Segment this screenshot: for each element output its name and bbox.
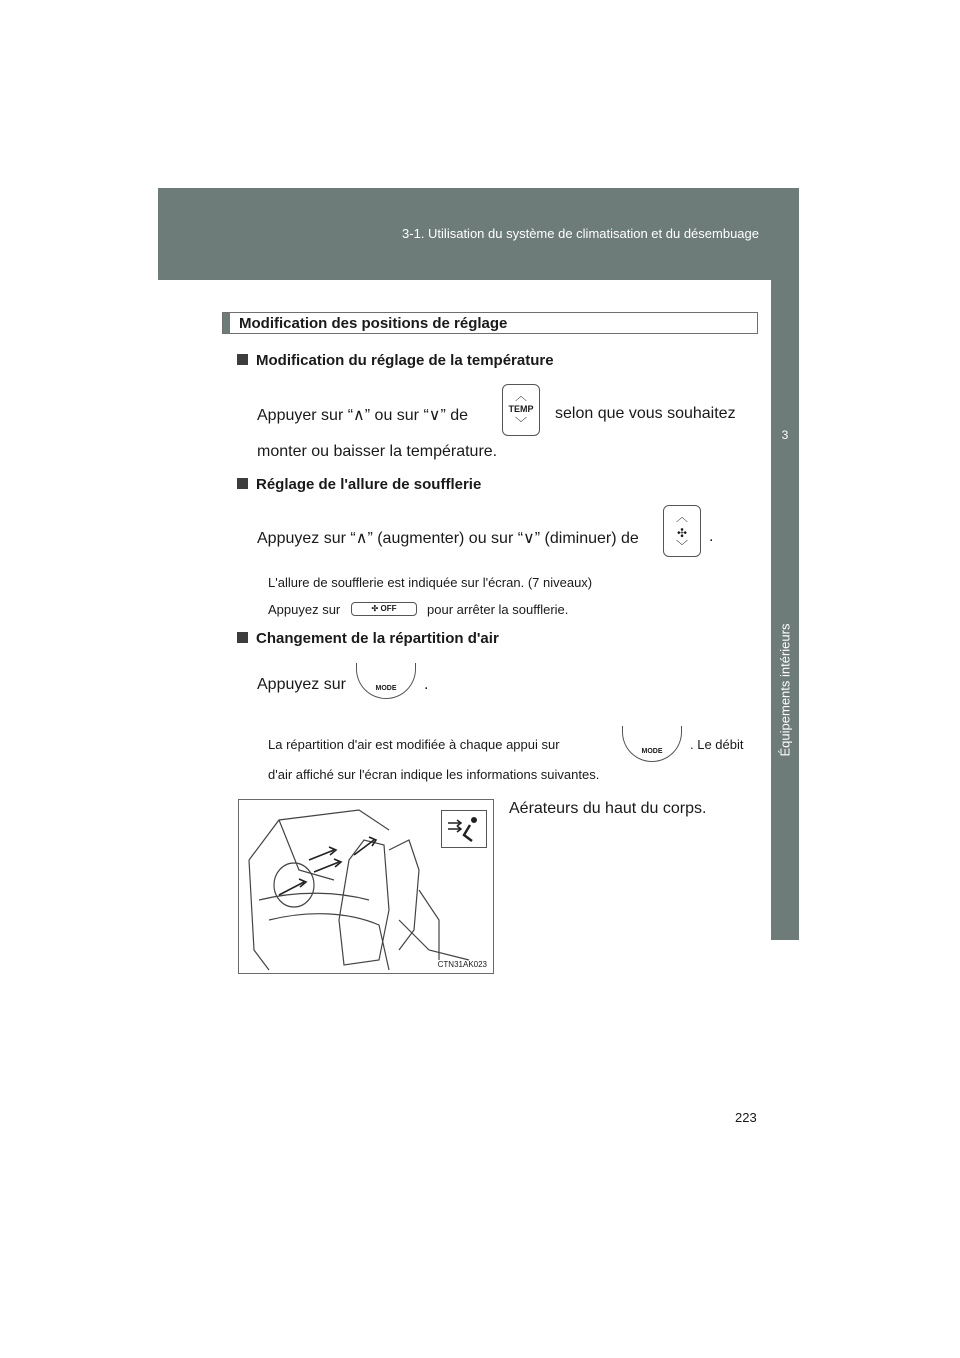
off-label: OFF [380, 604, 397, 613]
fan-icon: ✣ [676, 526, 688, 540]
mode-subheading: Changement de la répartition d'air [237, 630, 499, 647]
mode-note-line2: d'air affiché sur l'écran indique les informations suivantes. [268, 767, 600, 782]
temp-button-icon [502, 384, 540, 436]
up-symbol: ∧ [353, 407, 365, 424]
airflow-face-mode-icon [441, 810, 487, 848]
airflow-illustration [238, 799, 494, 974]
fan-icon: ✣ [371, 604, 379, 613]
mode-note-line1-b: . Le débit [690, 737, 744, 752]
chapter-side-tab [771, 280, 799, 940]
mode-button-icon [356, 663, 416, 699]
chapter-section-title: 3-1. Utilisation du système de climatisation et du désembuage [402, 226, 759, 241]
chapter-label: Équipements intérieurs [777, 623, 793, 757]
chevron-up-icon: ︿ [514, 389, 527, 403]
fan-note-off-b: pour arrêter la soufflerie. [427, 602, 569, 617]
square-bullet-icon [237, 354, 248, 365]
square-bullet-icon [237, 478, 248, 489]
chapter-number: 3 [781, 428, 789, 442]
mode-instruction: Appuyez sur [257, 676, 346, 693]
figure-caption: Aérateurs du haut du corps. [509, 800, 707, 817]
down-symbol: ∨ [428, 407, 441, 424]
fan-subheading: Réglage de l'allure de soufflerie [237, 476, 481, 493]
figure-code: CTN31AK023 [437, 960, 487, 969]
mode-button-label: MODE [641, 748, 663, 755]
square-bullet-icon [237, 632, 248, 643]
mode-button-label: MODE [375, 685, 397, 692]
fan-instruction-end: . [709, 528, 714, 545]
mode-note-line1-a: La répartition d'air est modifiée à chaque appui sur [268, 737, 560, 752]
temperature-instruction-line1-end: selon que vous souhaitez [555, 405, 736, 422]
chevron-down-icon: ﹀ [514, 416, 527, 430]
fan-button-icon [663, 505, 701, 557]
fan-note-off-a: Appuyez sur [268, 602, 341, 617]
chevron-up-icon: ︿ [675, 510, 688, 524]
page-number: 223 [735, 1110, 757, 1125]
section-heading-box [222, 312, 758, 334]
heading-accent-bar [223, 313, 230, 333]
fan-instruction: Appuyez sur “∧” (augmenter) ou sur “∨” (diminuer) de [257, 530, 639, 547]
section-heading: Modification des positions de réglage [239, 314, 508, 332]
header-band [158, 188, 799, 280]
fan-off-button-icon [351, 602, 417, 616]
temperature-subheading: Modification du réglage de la température [237, 352, 554, 369]
temperature-instruction-line1: Appuyer sur “∧” ou sur “∨” de [257, 407, 469, 424]
mode-instruction-end: . [424, 676, 429, 693]
mode-button-icon [622, 726, 682, 762]
temp-button-label: TEMP [508, 404, 534, 414]
temperature-instruction-line2: monter ou baisser la température. [257, 443, 498, 460]
chevron-down-icon: ﹀ [675, 539, 688, 553]
fan-note-levels: L'allure de soufflerie est indiquée sur l'écran. (7 niveaux) [268, 575, 593, 590]
